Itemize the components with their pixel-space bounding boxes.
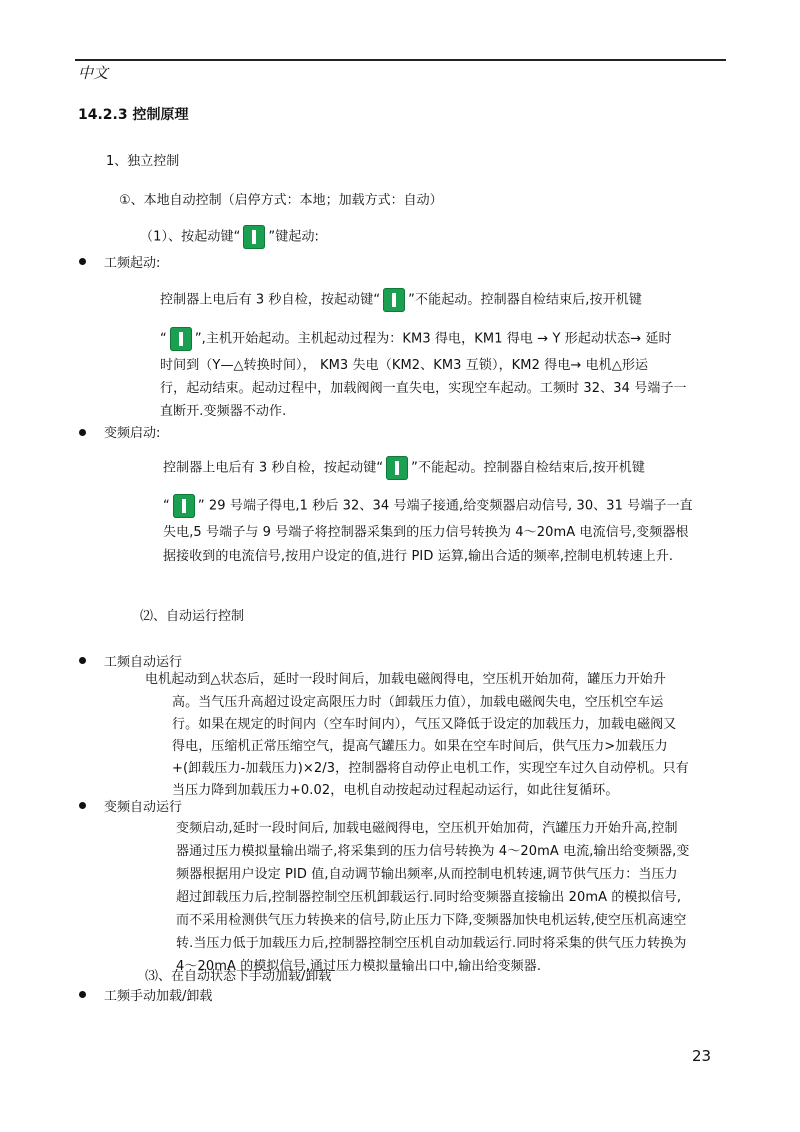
bianpin-auto-line: 变频启动,延时一段时间后, 加载电磁阀得电，空压机开始加荷，汽罐压力开始升高,控制 [176, 821, 678, 836]
bianpin-auto-line: 频器根据用户设定 PID 值,自动调节输出频率,从而控制电机转速,调节供气压力：当压力 [176, 867, 678, 882]
gongpin-auto-line: 当压力降到加载压力+0.02，电机自动按起动过程起动运行，如此往复循环。 [172, 783, 619, 798]
gongpin-auto-line: 高。当气压升高超过设定高限压力时（卸载压力值），加载电磁阀失电，空压机空车运 [172, 695, 664, 710]
bianpin-start-l1-post: ”不能起动。控制器自检结束后,按开机键 [411, 460, 645, 476]
page-number: 23 [692, 1047, 712, 1065]
start-key-icon [383, 288, 405, 312]
gongpin-auto-line: +(卸载压力-加载压力)×2/3，控制器将自动停止电机工作，实现空车过久自动停机。只有 [172, 761, 689, 776]
bianpin-auto-line: 4～20mA 的模拟信号,通过压力模拟量输出口中,输出给变频器. [176, 959, 542, 974]
bullet-icon [79, 657, 86, 664]
step1-line [140, 225, 319, 249]
gongpin-start-l1-post: ”不能起动。控制器自检结束后,按开机键 [408, 292, 642, 308]
gongpin-auto-line: 电机起动到△状态后，延时一段时间后，加载电磁阀得电，空压机开始加荷，罐压力开始升 [145, 672, 666, 687]
bianpin-start-l2-pre: “ [163, 498, 170, 514]
step1-pre: （1）、按起动键“ [140, 229, 241, 245]
bianpin-auto-label: 变频自动运行 [104, 800, 183, 815]
subsection-local-auto-control: ①、本地自动控制（启停方式：本地；加载方式：自动） [119, 193, 443, 208]
bianpin-start-label: 变频启动: [104, 426, 161, 441]
bullet-icon [79, 802, 86, 809]
bianpin-start-line-2 [163, 494, 693, 518]
start-key-icon [243, 225, 265, 249]
bullet-icon [79, 258, 86, 265]
gongpin-start-l1-pre: 控制器上电后有 3 秒自检，按起动键“ [160, 292, 381, 308]
bianpin-auto-line: 而不采用检测供气压力转换来的信号,防止压力下降,变频器加快电机运转,使空压机高速空 [176, 913, 687, 928]
gongpin-start-l2-post: ”,主机开始起动。主机起动过程为：KM3 得电，KM1 得电 → Y 形起动状态→ 延时 [194, 331, 672, 347]
gongpin-manual-label: 工频手动加载/卸载 [104, 989, 213, 1004]
gongpin-auto-label: 工频自动运行 [104, 655, 183, 670]
bianpin-auto-line: 器通过压力模拟量输出端子,将采集到的压力信号转换为 4～20mA 电流,输出给变频器,变 [176, 844, 690, 859]
gongpin-start-line-3: 时间到（Y—△转换时间）， KM3 失电（KM2、KM3 互锁），KM2 得电→ 电机△形运 [160, 358, 649, 373]
subsection-independent-control: 1、独立控制 [106, 154, 180, 169]
step1-post: ”键起动: [268, 229, 320, 245]
start-key-icon [170, 327, 192, 351]
start-key-icon [173, 494, 195, 518]
bianpin-start-l2-post: ” 29 号端子得电,1 秒后 32、34 号端子接通,给变频器启动信号, 30、31 号端子一直 [197, 498, 693, 514]
start-key-icon [386, 456, 408, 480]
bianpin-start-line-3: 失电,5 号端子与 9 号端子将控制器采集到的压力信号转换为 4～20mA 电流信号,变频器根 [163, 525, 689, 540]
gongpin-auto-line: 行。如果在规定的时间内（空车时间内），气压又降低于设定的加载压力，加载电磁阀又 [172, 717, 677, 732]
gongpin-start-line-1 [160, 288, 642, 312]
subsection-auto-run-control: ⑵、自动运行控制 [140, 609, 245, 624]
bianpin-auto-line: 超过卸载压力后,控制器控制空压机卸载运行.同时给变频器直接输出 20mA 的模拟信号, [176, 890, 682, 905]
bullet-icon [79, 429, 86, 436]
gongpin-start-line-4: 行，起动结束。起动过程中，加载阀阀一直失电，实现空车起动。工频时 32、34 号端子一 [160, 381, 687, 396]
bianpin-start-line-1 [163, 456, 645, 480]
header-language: 中文 [78, 64, 109, 82]
bianpin-auto-line: 转.当压力低于加载压力后,控制器控制空压机自动加载运行.同时将采集的供气压力转换为 [176, 936, 687, 951]
gongpin-auto-line: 得电，压缩机正常压缩空气，提高气罐压力。如果在空车时间后，供气压力>加载压力 [172, 739, 668, 754]
bianpin-start-line-4: 据接收到的电流信号,按用户设定的值,进行 PID 运算,输出合适的频率,控制电机转速上升. [163, 549, 674, 564]
bullet-icon [79, 991, 86, 998]
bianpin-start-l1-pre: 控制器上电后有 3 秒自检，按起动键“ [163, 460, 384, 476]
header-rule [75, 59, 726, 61]
gongpin-start-line-2 [160, 327, 672, 351]
gongpin-start-line-5: 直断开.变频器不动作. [160, 404, 287, 419]
gongpin-start-label: 工频起动: [104, 256, 161, 271]
subsection-manual-load-unload: ⑶、在自动状态下手动加载/卸载 [145, 969, 332, 984]
section-title: 14.2.3 控制原理 [78, 107, 189, 123]
gongpin-start-l2-pre: “ [160, 331, 167, 347]
